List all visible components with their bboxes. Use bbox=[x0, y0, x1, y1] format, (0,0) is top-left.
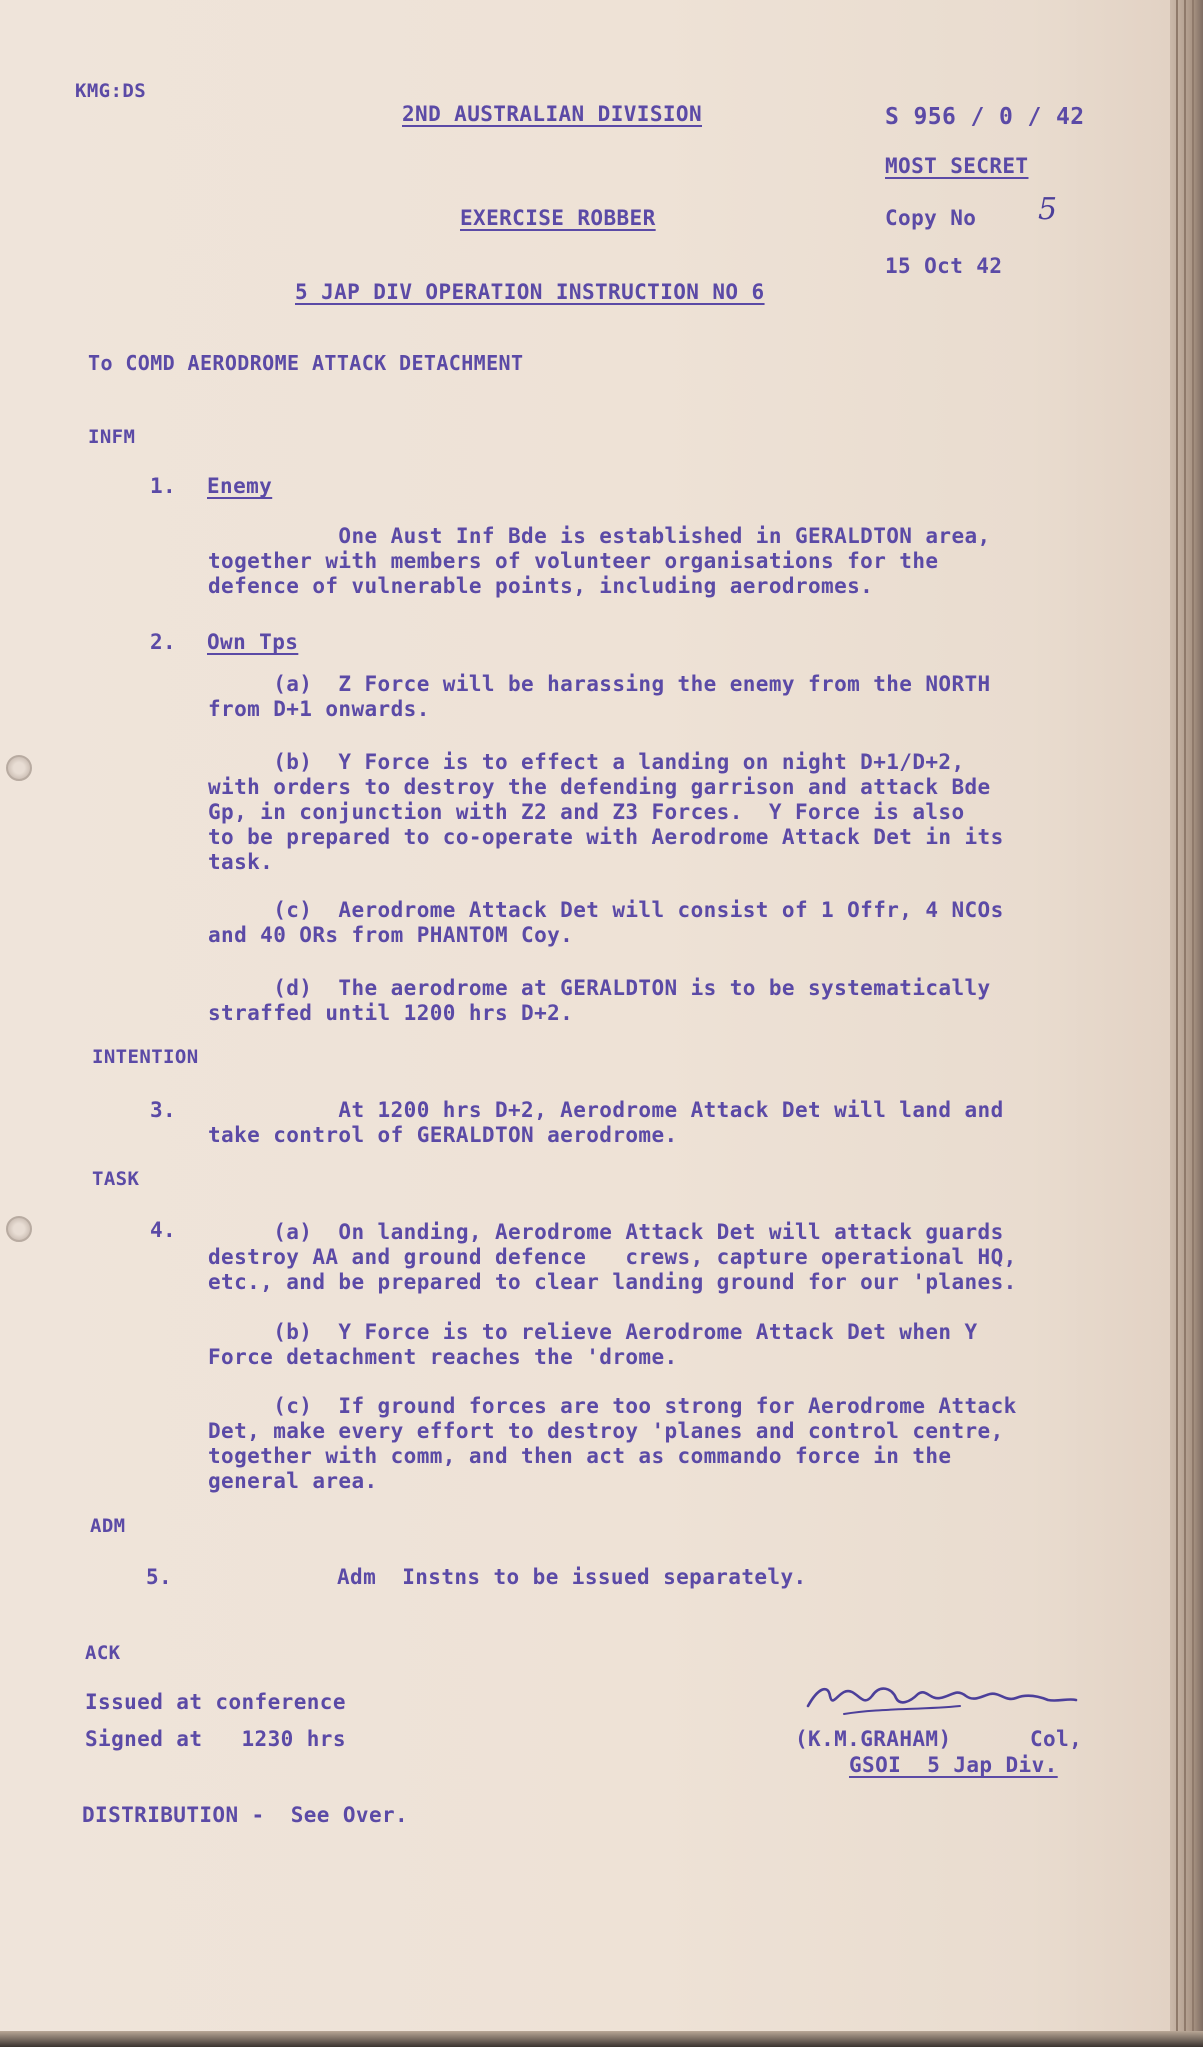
punch-hole bbox=[6, 1216, 32, 1242]
subpara-a-line: destroy AA and ground defence crews, capture operational HQ, bbox=[208, 1245, 1017, 1269]
subpara-a-line: (a) Z Force will be harassing the enemy from the NORTH bbox=[208, 672, 991, 696]
signatory-rank: Col, bbox=[1030, 1727, 1083, 1751]
para-text-line: One Aust Inf Bde is established in GERALDTON area, bbox=[208, 524, 991, 548]
subpara-d-line: (d) The aerodrome at GERALDTON is to be systematically bbox=[208, 976, 991, 1000]
subpara-d-line: straffed until 1200 hrs D+2. bbox=[208, 1001, 574, 1025]
para-number: 2. bbox=[150, 630, 177, 654]
para-text-line: defence of vulnerable points, including aerodromes. bbox=[208, 574, 874, 598]
instruction-title: 5 JAP DIV OPERATION INSTRUCTION NO 6 bbox=[295, 280, 765, 304]
subpara-b-line: Force detachment reaches the 'drome. bbox=[208, 1345, 678, 1369]
subpara-b-line: (b) Y Force is to effect a landing on night D+1/D+2, bbox=[208, 750, 965, 774]
subpara-a-line: from D+1 onwards. bbox=[208, 697, 430, 721]
addressee-line: To COMD AERODROME ATTACK DETACHMENT bbox=[88, 351, 524, 375]
section-heading-task: TASK bbox=[92, 1168, 140, 1190]
handwritten-signature bbox=[800, 1666, 1090, 1726]
ack-label: ACK bbox=[85, 1642, 121, 1664]
para-heading-enemy: Enemy bbox=[207, 474, 273, 498]
para-number: 1. bbox=[150, 474, 177, 498]
classification: MOST SECRET bbox=[885, 154, 1029, 178]
copy-number: 5 bbox=[1038, 192, 1058, 227]
signatory-appointment: GSOI 5 Jap Div. bbox=[849, 1753, 1058, 1777]
copy-label: Copy No bbox=[885, 206, 977, 230]
exercise-name: EXERCISE ROBBER bbox=[460, 206, 656, 230]
stacked-page-edges bbox=[1170, 0, 1203, 2047]
section-heading-intention: INTENTION bbox=[92, 1046, 199, 1068]
para-number: 4. bbox=[150, 1218, 177, 1242]
subpara-a-line: (a) On landing, Aerodrome Attack Det will attack guards bbox=[208, 1220, 1004, 1244]
para-text-line: take control of GERALDTON aerodrome. bbox=[208, 1123, 678, 1147]
subpara-c-line: general area. bbox=[208, 1469, 378, 1493]
subpara-c-line: Det, make every effort to destroy 'planes and control centre, bbox=[208, 1419, 1004, 1443]
subpara-c-line: together with comm, and then act as commando force in the bbox=[208, 1444, 952, 1468]
signed-at-line: Signed at 1230 hrs bbox=[85, 1727, 346, 1751]
para-heading-own-tps: Own Tps bbox=[207, 630, 299, 654]
para-text-line: At 1200 hrs D+2, Aerodrome Attack Det will land and bbox=[208, 1098, 1004, 1122]
subpara-c-line: and 40 ORs from PHANTOM Coy. bbox=[208, 923, 574, 947]
subpara-b-line: with orders to destroy the defending garrison and attack Bde bbox=[208, 775, 991, 799]
distribution-line: DISTRIBUTION - See Over. bbox=[82, 1803, 409, 1827]
subpara-b-line: (b) Y Force is to relieve Aerodrome Attack Det when Y bbox=[208, 1320, 978, 1344]
signatory-name: (K.M.GRAHAM) bbox=[795, 1727, 952, 1751]
issue-date: 15 Oct 42 bbox=[885, 254, 1003, 278]
division-heading: 2ND AUSTRALIAN DIVISION bbox=[402, 102, 702, 126]
subpara-c-line: (c) If ground forces are too strong for Aerodrome Attack bbox=[208, 1394, 1017, 1418]
punch-hole bbox=[6, 755, 32, 781]
subpara-b-line: Gp, in conjunction with Z2 and Z3 Forces. Y Force is also bbox=[208, 800, 965, 824]
subpara-a-line: etc., and be prepared to clear landing ground for our 'planes. bbox=[208, 1270, 1017, 1294]
reference-initials: KMG:DS bbox=[75, 80, 147, 102]
para-number: 5. bbox=[146, 1565, 173, 1589]
section-heading-infm: INFM bbox=[88, 426, 136, 448]
subpara-c-line: (c) Aerodrome Attack Det will consist of 1 Offr, 4 NCOs bbox=[208, 898, 1004, 922]
page-bottom-shadow bbox=[0, 2031, 1203, 2047]
section-heading-adm: ADM bbox=[90, 1515, 126, 1537]
issued-at-line: Issued at conference bbox=[85, 1690, 346, 1714]
file-number: S 956 / 0 / 42 bbox=[885, 104, 1085, 130]
para-text-line: Adm Instns to be issued separately. bbox=[337, 1565, 807, 1589]
subpara-b-line: task. bbox=[208, 850, 274, 874]
para-text-line: together with members of volunteer organisations for the bbox=[208, 549, 939, 573]
para-number: 3. bbox=[150, 1098, 177, 1122]
subpara-b-line: to be prepared to co-operate with Aerodrome Attack Det in its bbox=[208, 825, 1004, 849]
